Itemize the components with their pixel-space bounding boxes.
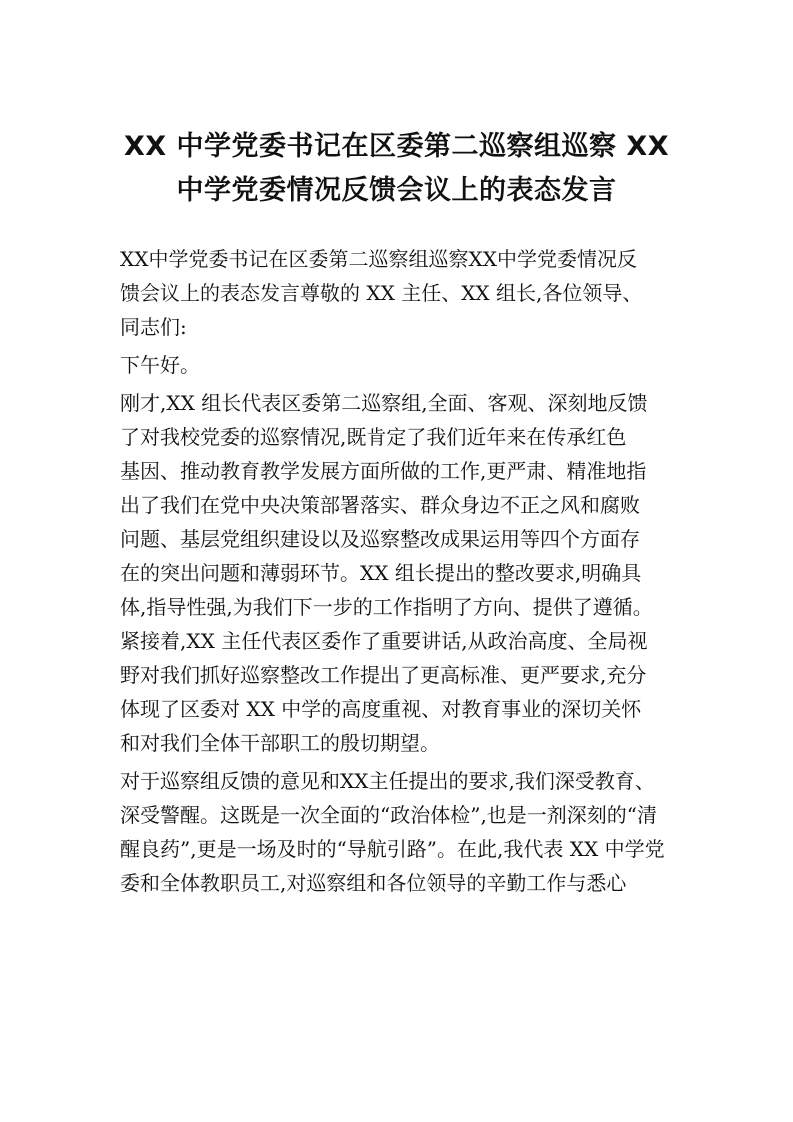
text-line: 在的突出问题和薄弱环节。XX 组长提出的整改要求,明确具 bbox=[120, 561, 642, 585]
paragraph-greeting bbox=[120, 348, 680, 382]
document-title bbox=[90, 125, 703, 213]
title-line: 中学党委情况反馈会议上的表态发言 bbox=[176, 175, 617, 206]
text-line: 了对我校党委的巡察情况,既肯定了我们近年来在传承红色 bbox=[120, 425, 627, 449]
text-line: 体现了区委对 XX 中学的高度重视、对教育事业的深切关怀 bbox=[120, 697, 642, 721]
text-line: 问题、基层党组织建设以及巡察整改成果运用等四个方面存 bbox=[120, 527, 640, 551]
text-line: 对于巡察组反馈的意见和XX主任提出的要求,我们深受教育、 bbox=[120, 769, 655, 793]
text-line: 刚才,XX 组长代表区委第二巡察组,全面、客观、深刻地反馈 bbox=[120, 391, 648, 415]
text-line: XX中学党委书记在区委第二巡察组巡察XX中学党委情况反 bbox=[120, 247, 637, 271]
text-line: 醒良药”,更是一场及时的“导航引路”。在此,我代表 XX 中学党 bbox=[120, 837, 665, 861]
text-line: 和对我们全体干部职工的殷切期望。 bbox=[120, 731, 440, 755]
text-line: 基因、推动教育教学发展方面所做的工作,更严肃、精准地指 bbox=[120, 459, 647, 483]
text-line: 野对我们抓好巡察整改工作提出了更高标准、更严要求,充分 bbox=[120, 663, 647, 687]
paragraph-salutation bbox=[120, 242, 680, 344]
text-line: 出了我们在党中央决策部署落实、群众身边不正之风和腐败 bbox=[120, 493, 640, 517]
paragraph-feedback bbox=[120, 386, 680, 760]
document-body bbox=[120, 242, 680, 900]
paragraph-response bbox=[120, 764, 680, 900]
title-line: XX 中学党委书记在区委第二巡察组巡察 XX bbox=[123, 131, 670, 162]
text-line: 深受警醒。这既是一次全面的“政治体检”,也是一剂深刻的“清 bbox=[120, 803, 658, 827]
text-line: 下午好。 bbox=[120, 353, 200, 377]
text-line: 同志们: bbox=[120, 315, 187, 339]
text-line: 体,指导性强,为我们下一步的工作指明了方向、提供了遵循。 bbox=[120, 595, 653, 619]
text-line: 委和全体教职员工,对巡察组和各位领导的辛勤工作与悉心 bbox=[120, 871, 627, 895]
text-line: 紧接着,XX 主任代表区委作了重要讲话,从政治高度、全局视 bbox=[120, 629, 648, 653]
text-line: 馈会议上的表态发言尊敬的 XX 主任、XX 组长,各位领导、 bbox=[120, 281, 643, 305]
